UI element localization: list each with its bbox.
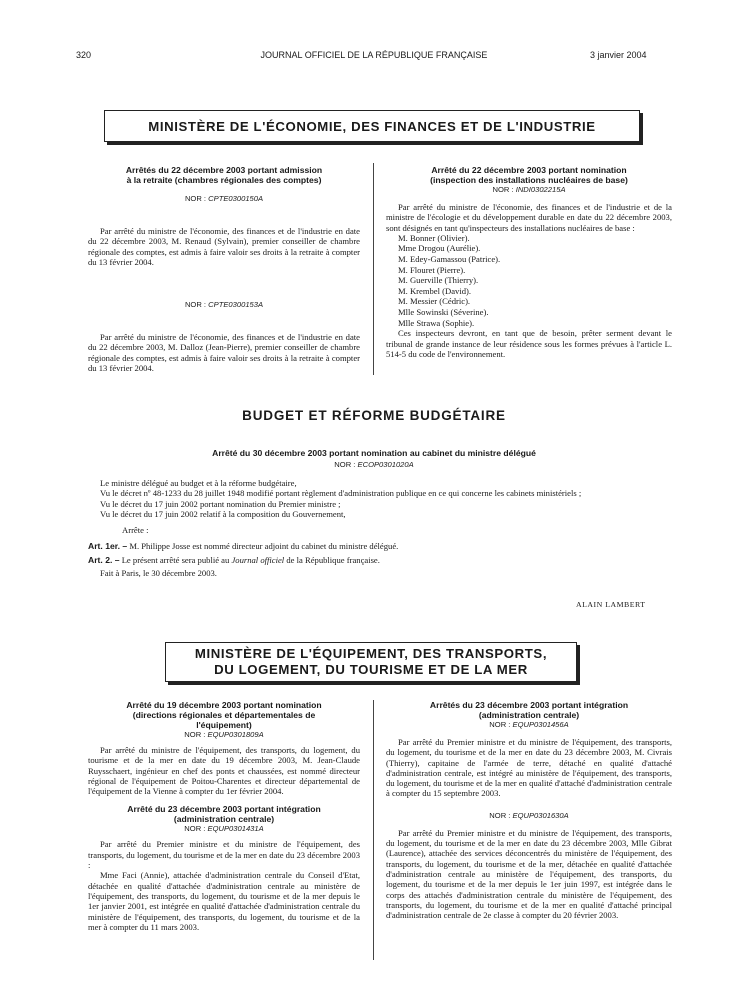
nor-code: EQUP0301809A: [207, 730, 264, 739]
inspector-list: [386, 233, 672, 328]
nor-code: EQUP0301431A: [207, 824, 264, 834]
inspector-name: Mlle Strawa (Sophie).: [398, 317, 475, 328]
budget-article-2: [88, 555, 674, 565]
nor-reference: [88, 824, 360, 833]
nor-code: EQUP0301456A: [512, 720, 569, 729]
nuclear-paragraph-2: Ces inspecteurs devront, en tant que de besoin, prêter serment devant le tribunal de grande instance de leur résidence sous les formes prévues à l'article L. 514-5 du code de l'environnement.: [386, 328, 672, 359]
retirement-title: [88, 165, 360, 185]
ministry-economy-box: [104, 110, 640, 142]
nor-label: NOR :: [184, 730, 206, 739]
budget-line-vu-2: Vu le décret du 17 juin 2002 portant nomination du Premier ministre ;: [100, 498, 341, 509]
retirement-paragraph-1: Par arrêté du ministre de l'économie, des finances et de l'industrie en date du 22 décembre 2003, M. Renaud (Sylvain), premier conseiller de chambre régionale des comptes, est admis à faire valoir ses droits à la retraite à compter du 13 février 2004.: [88, 226, 360, 267]
nor-code: CPTE0300150A: [208, 194, 264, 203]
journal-title: JOURNAL OFFICIEL DE LA RÉPUBLIQUE FRANÇAISE: [260, 50, 488, 60]
ministry-equipment-line-2: DU LOGEMENT, DU TOURISME ET DE LA MER: [214, 662, 528, 677]
nor-reference: [0, 460, 748, 469]
signature: ALAIN LAMBERT: [576, 600, 646, 609]
nuclear-title-line-2: (inspection des installations nucléaires de base): [430, 175, 628, 185]
nor-reference: [88, 300, 360, 309]
nuclear-title-line-1: Arrêté du 22 décembre 2003 portant nomination: [431, 165, 627, 175]
integration-civrais-paragraph: Par arrêté du Premier ministre et du ministre de l'équipement, des transports, du logement, du tourisme et de la mer en date du 23 décembre 2003, M. Civrais (Thierry), capitaine de l'armée de terre, détaché en qualité d'attaché d'administration centrale, est intégré au ministère de l'équipement, des transports, du logement, du tourisme et de la mer en qualité d'attaché d'administration centrale à compter du 15 septembre 2003.: [386, 737, 672, 799]
inspector-name: Mme Drogou (Aurélie).: [398, 243, 481, 254]
article-2-text: Le présent arrêté sera publié au: [121, 554, 230, 565]
integration-gibrat-paragraph: Par arrêté du Premier ministre et du ministre de l'équipement, des transports, du logement, du tourisme et de la mer en date du 23 décembre 2003, Mlle Gibrat (Laurence), attachée des services déconcentrés du ministère de l'équipement, des transports, du logement, du tourisme et de la mer, détachée en qualité d'attachée d'administration centrale au ministère de l'équipement, des transports, du logement, du tourisme et de la mer depuis le 1er juin 1997, est intégrée dans le corps des attachés d'administration centrale du ministère de l'équipement, des transports, du logement, du tourisme et de la mer en qualité d'attaché principal d'administration centrale de 2e classe à compter du 20 février 2003.: [386, 827, 672, 921]
nomination-title: [88, 700, 360, 730]
nomination-title-line-1: Arrêté du 19 décembre 2003 portant nomination: [126, 700, 322, 710]
inspector-name: M. Messier (Cédric).: [398, 296, 471, 307]
budget-arrete: Arrête :: [122, 525, 149, 536]
nuclear-title: [386, 165, 672, 185]
nor-code: EQUP0301630A: [512, 810, 569, 820]
nuclear-inspection-decree: [386, 165, 672, 359]
article-1-label: Art. 1er. –: [88, 541, 128, 552]
nor-code: CPTE0300153A: [208, 300, 264, 310]
integrations-title-line-1: Arrêtés du 23 décembre 2003 portant intégration: [429, 700, 629, 710]
retirement-title-line-1: Arrêtés du 22 décembre 2003 portant admission: [125, 165, 323, 175]
nor-reference: [88, 194, 360, 203]
nomination-title-line-3: l'équipement): [196, 720, 252, 730]
nor-label: NOR :: [334, 460, 356, 469]
nor-label: NOR :: [184, 300, 207, 310]
nor-label: NOR :: [184, 194, 207, 203]
nuclear-paragraph-1: Par arrêté du ministre de l'économie, des finances et de l'industrie et de la ministre de l'écologie et du développement durable en date du 22 décembre 2003, sont désignés en tant qu'inspecteurs des installations nucléaires de base :: [386, 202, 672, 233]
article-1-text: M. Philippe Josse est nommé directeur adjoint du cabinet du ministre délégué.: [129, 541, 399, 552]
equipment-decrees-right: [386, 700, 672, 920]
integration-title-line-2: (administration centrale): [173, 814, 275, 825]
nor-reference: [386, 185, 672, 194]
nor-label: NOR :: [489, 810, 511, 820]
nomination-paragraph: Par arrêté du ministre de l'équipement, des transports, du logement, du tourisme et de la mer en date du 19 décembre 2003, M. Jean-Claude Ruysschaert, ingénieur en chef des ponts et chaussées, est nommé directeur régional de l'équipement de Poitou-Charentes et directeur départemental de l'équipement de la Vienne à compter du 1er février 2004.: [88, 745, 360, 797]
ministry-equipment-line-1: MINISTÈRE DE L'ÉQUIPEMENT, DES TRANSPORTS,: [194, 646, 548, 661]
column-divider: [373, 700, 374, 960]
nor-code: ECOP0301020A: [357, 460, 414, 469]
retirement-title-line-2: à la retraite (chambres régionales des comptes): [126, 175, 322, 185]
inspector-name: M. Guerville (Thierry).: [398, 275, 479, 286]
integrations-title-line-2: (administration centrale): [478, 710, 580, 720]
ministry-economy-title: MINISTÈRE DE L'ÉCONOMIE, DES FINANCES ET DE L'INDUSTRIE: [148, 118, 596, 134]
budget-fait: Fait à Paris, le 30 décembre 2003.: [100, 568, 217, 579]
nor-reference: [386, 720, 672, 729]
budget-decree-body: [88, 478, 674, 578]
equipment-decrees-left: [88, 700, 360, 932]
inspector-name: M. Krembel (David).: [398, 285, 472, 296]
column-divider: [373, 163, 374, 375]
inspector-name: M. Flouret (Pierre).: [398, 264, 466, 275]
budget-line-minister: Le ministre délégué au budget et à la réforme budgétaire,: [100, 478, 297, 488]
article-2-label: Art. 2. –: [88, 554, 120, 565]
nor-label: NOR :: [184, 824, 206, 834]
budget-line-vu-3: Vu le décret du 17 juin 2002 relatif à la composition du Gouvernement,: [100, 508, 346, 519]
integration-title: [88, 804, 360, 824]
nomination-title-line-2: (directions régionales et départementales de: [132, 710, 316, 720]
nor-reference: [386, 811, 672, 820]
integration-paragraph-2: Mme Faci (Annie), attachée d'administration centrale du Conseil d'Etat, détachée en qualité d'attachée d'administration centrale au ministère de l'équipement, des transports, du logement, du tourisme et de la mer depuis le 1er janvier 2001, est intégrée en qualité d'attachée d'administration centrale du ministère de l'équipement, des transports, du logement, du tourisme et de la mer à compter du 11 mars 2003.: [88, 870, 360, 932]
integration-title-line-1: Arrêté du 23 décembre 2003 portant intégration: [127, 804, 321, 815]
integrations-title: [386, 700, 672, 720]
ministry-equipment-box: [165, 642, 577, 682]
inspector-name: M. Bonner (Olivier).: [398, 232, 470, 243]
inspector-name: M. Edey-Gamassou (Patrice).: [398, 254, 501, 265]
article-2-italic: Journal officiel: [231, 554, 285, 565]
nor-label: NOR :: [492, 185, 514, 194]
nor-code: INDI0302215A: [515, 185, 566, 194]
retirement-paragraph-2: Par arrêté du ministre de l'économie, des finances et de l'industrie en date du 22 décembre 2003, M. Dalloz (Jean-Pierre), premier conseiller de chambre régionale des comptes, est admis à faire valoir ses droits à la retraite à compter du 13 février 2004.: [88, 332, 360, 374]
inspector-name: Mlle Sowinski (Séverine).: [398, 307, 489, 318]
issue-date: 3 janvier 2004: [590, 50, 647, 60]
page-number: 320: [76, 50, 92, 60]
integration-paragraph-1: Par arrêté du Premier ministre et du ministre de l'équipement, des transports, du logement, du tourisme et de la mer en date du 23 décembre 2003 :: [88, 839, 360, 871]
article-2-text-end: de la République française.: [286, 554, 380, 565]
retirement-decrees: [88, 165, 360, 373]
nor-reference: [88, 730, 360, 739]
budget-line-vu-1: Vu le décret nº 48-1233 du 28 juillet 1948 modifié portant règlement d'administration publique en ce qui concerne les cabinets ministériels ;: [100, 488, 582, 499]
budget-section-title: BUDGET ET RÉFORME BUDGÉTAIRE: [242, 408, 506, 423]
nor-label: NOR :: [489, 720, 511, 729]
budget-article-1: [88, 541, 674, 551]
budget-decree-title: Arrêté du 30 décembre 2003 portant nomination au cabinet du ministre délégué: [212, 448, 536, 458]
